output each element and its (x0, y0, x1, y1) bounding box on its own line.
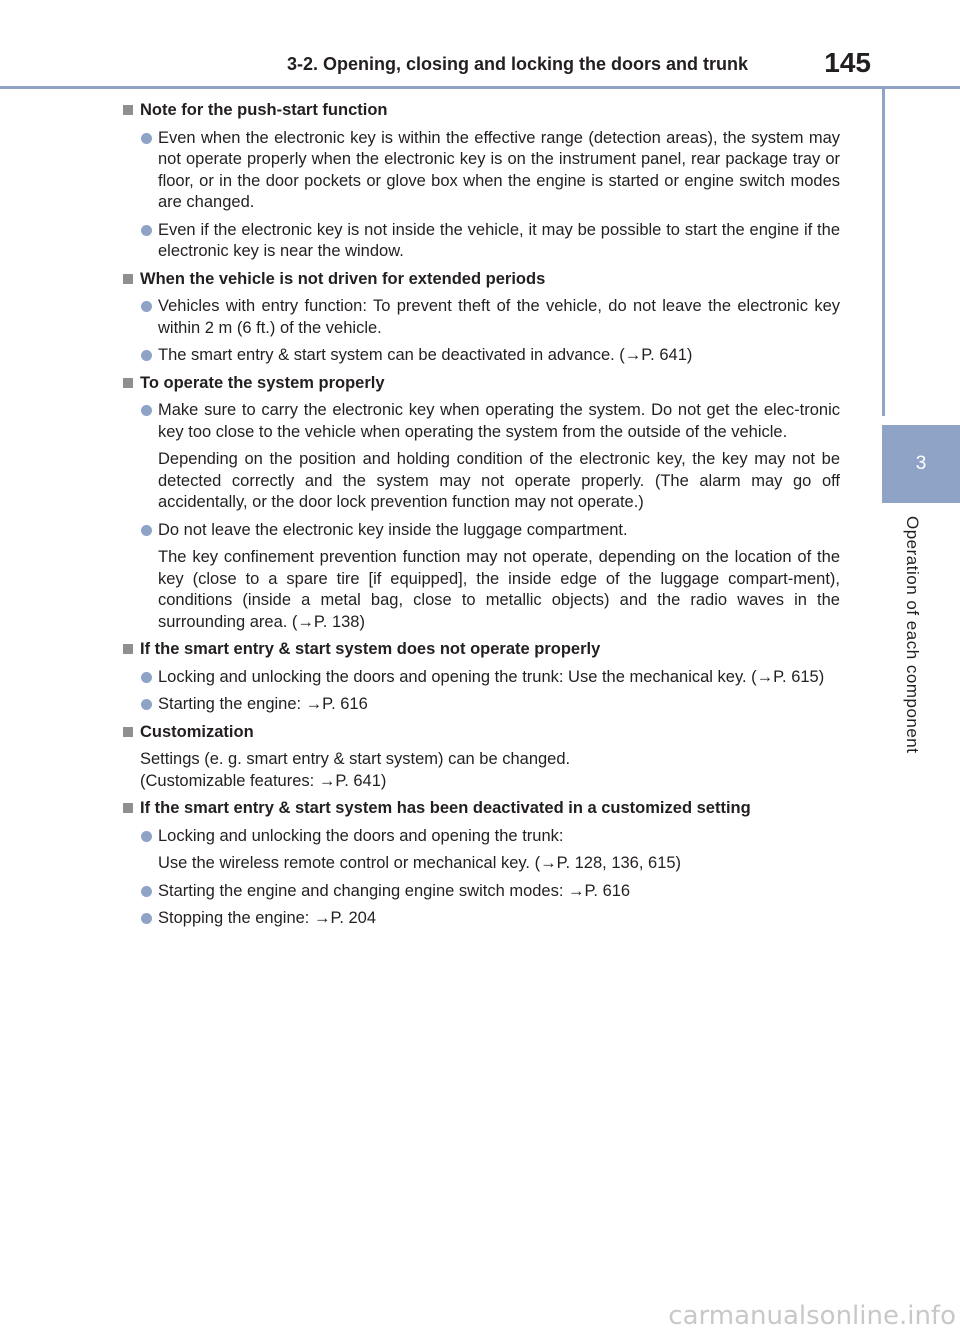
circle-bullet-icon (141, 699, 152, 710)
paragraph-line: Settings (e. g. smart entry & start system) can be changed. (140, 750, 571, 768)
page-content (122, 100, 840, 936)
square-bullet-icon (123, 644, 133, 654)
section-heading (122, 373, 840, 395)
circle-bullet-icon (141, 672, 152, 683)
note-section (122, 798, 840, 930)
section-heading (122, 269, 840, 291)
note-section (122, 373, 840, 634)
section-heading (122, 798, 840, 820)
paragraph-line: (Customizable features: →P. 641) (140, 771, 387, 790)
bullet-item (122, 881, 840, 903)
section-heading-text: If the smart entry & start system has been deactivated in a customized setting (140, 799, 751, 817)
bullet-item (122, 128, 840, 214)
page-header-title: 3-2. Opening, closing and locking the doors and trunk (286, 54, 748, 74)
bullet-text: Even when the electronic key is within the effective range (detection areas), the system may not operate properly when the electronic key is on the instrument panel, rear package tray or floor, or in the door pockets or glove box when the engine is started or engine switch modes are changed. (158, 128, 840, 211)
note-section (122, 269, 840, 367)
bullet-item (122, 667, 840, 689)
bullet-item (122, 826, 840, 875)
bullet-text: Do not leave the electronic key inside the luggage compartment. (158, 520, 628, 539)
section-heading-text: If the smart entry & start system does not operate properly (140, 640, 601, 658)
circle-bullet-icon (141, 133, 152, 144)
bullet-text: Locking and unlocking the doors and opening the trunk: Use the mechanical key. (→P. 615) (158, 667, 825, 686)
bullet-text: Starting the engine: →P. 616 (158, 695, 368, 713)
circle-bullet-icon (141, 525, 152, 536)
bullet-item (122, 296, 840, 339)
circle-bullet-icon (141, 350, 152, 361)
section-heading (122, 722, 840, 744)
section-heading (122, 100, 840, 122)
section-heading-text: Customization (140, 722, 254, 741)
section-heading-text: When the vehicle is not driven for extended periods (140, 269, 546, 288)
page-number: 145 (824, 47, 871, 78)
bullet-text: Depending on the position and holding condition of the electronic key, the key may not be detected correctly and the system may not operate properly. (The alarm may go off accidentally, or the door lock prevention function may not operate.) (158, 450, 840, 511)
note-section (122, 639, 840, 716)
header-rule (0, 86, 960, 89)
bullet-text: Starting the engine and changing engine switch modes: →P. 616 (158, 881, 631, 900)
bullet-item (122, 220, 840, 263)
square-bullet-icon (123, 803, 133, 813)
bullet-item (122, 345, 840, 367)
bullet-text: Make sure to carry the electronic key when operating the system. Do not get the elec-tronic key too close to the vehicle when operating the system from the outside of the vehicle. (158, 401, 840, 441)
section-heading-text: Note for the push-start function (140, 101, 388, 119)
chapter-tab: 3 (882, 425, 960, 503)
bullet-text: Locking and unlocking the doors and opening the trunk: (158, 826, 564, 845)
chapter-label: Operation of each component (903, 516, 922, 754)
note-section (122, 100, 840, 263)
bullet-text: Stopping the engine: →P. 204 (158, 909, 377, 927)
square-bullet-icon (123, 274, 133, 284)
circle-bullet-icon (141, 831, 152, 842)
section-heading (122, 639, 840, 661)
circle-bullet-icon (141, 886, 152, 897)
side-rule (882, 86, 885, 416)
circle-bullet-icon (141, 405, 152, 416)
bullet-text: The smart entry & start system can be deactivated in advance. (→P. 641) (158, 346, 693, 364)
bullet-text: Vehicles with entry function: To prevent theft of the vehicle, do not leave the electronic key within 2 m (6 ft.) of the vehicle. (158, 297, 840, 337)
watermark: carmanualsonline.info (668, 1301, 956, 1331)
circle-bullet-icon (141, 913, 152, 924)
bullet-text: The key confinement prevention function may not operate, depending on the location of the key (close to a spare tire [if equipped], the inside edge of the luggage compart-ment), conditions (inside a metal bag, close to metallic objects) and the radio waves in the surrounding area. (→P. 138) (158, 548, 840, 631)
square-bullet-icon (123, 105, 133, 115)
circle-bullet-icon (141, 301, 152, 312)
bullet-text: Even if the electronic key is not inside the vehicle, it may be possible to start the engine if the electronic key is near the window. (158, 220, 840, 260)
circle-bullet-icon (141, 225, 152, 236)
bullet-text: Use the wireless remote control or mechanical key. (→P. 128, 136, 615) (158, 854, 682, 872)
bullet-item (122, 908, 840, 930)
square-bullet-icon (123, 378, 133, 388)
section-heading-text: To operate the system properly (140, 373, 385, 392)
bullet-item (122, 400, 840, 514)
bullet-item (122, 694, 840, 716)
bullet-item (122, 520, 840, 634)
square-bullet-icon (123, 727, 133, 737)
plain-paragraph (122, 749, 840, 792)
note-section (122, 722, 840, 793)
